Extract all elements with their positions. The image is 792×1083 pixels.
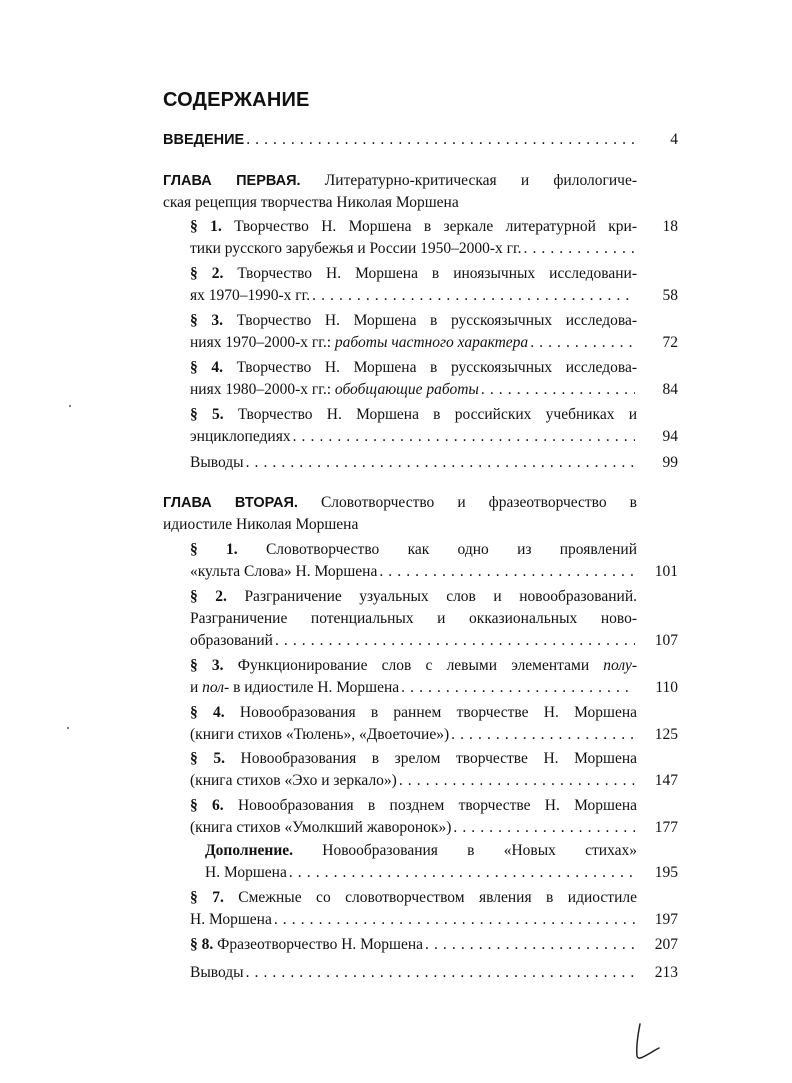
dot-leader	[246, 962, 635, 984]
toc-entry-ch2-s2-cont2	[190, 630, 637, 652]
dot-leader	[274, 909, 635, 931]
entry-text: в идиостиле Н. Моршена	[233, 679, 400, 696]
toc-entry-ch1-s5[interactable]	[190, 404, 637, 426]
entry-text: Творчество Н. Моршена в российских учебниках и	[237, 406, 637, 423]
dot-leader	[312, 285, 635, 307]
entry-text-italic: полу-	[603, 657, 638, 674]
toc-entry-ch2-s2-cont	[190, 608, 637, 630]
toc-entry-intro[interactable]	[163, 129, 637, 151]
dot-leader	[451, 724, 635, 746]
entry-text: Н. Моршена	[190, 911, 272, 928]
entry-text: Новообразования в позднем творчестве Н. Моршена	[237, 797, 638, 814]
entry-text: Творчество Н. Моршена в русскоязычных исследова-	[236, 312, 638, 329]
dot-leader	[401, 677, 635, 699]
entry-text: Словотворчество как одно из проявлений	[265, 541, 638, 558]
page-number: 207	[654, 936, 678, 953]
toc-entry-ch1-s1-cont	[190, 238, 637, 260]
entry-text: ях 1970–1990-х гг.	[190, 287, 311, 304]
section-number: § 6.	[190, 797, 224, 814]
toc-entry-ch2-s5[interactable]	[190, 748, 637, 770]
page-number: 147	[654, 772, 678, 789]
chapter-1-heading-cont	[163, 192, 637, 214]
handwritten-mark	[628, 1020, 662, 1066]
entry-text: Творчество Н. Моршена в зеркале литературной кри-	[234, 218, 638, 235]
section-number: § 1.	[190, 218, 222, 235]
page-number: 213	[654, 964, 678, 981]
page-number: 110	[655, 679, 678, 696]
toc-entry-ch2-s6-cont	[190, 817, 637, 839]
entry-text: (книги стихов «Тюлень», «Двоеточие»)	[190, 726, 450, 743]
entry-text: Смежные со словотворчеством явления в идиостиле	[238, 889, 637, 906]
toc-entry-ch2-addendum-cont	[205, 862, 637, 884]
section-number: § 7.	[190, 889, 224, 906]
addendum-label: Дополнение.	[205, 842, 294, 859]
entry-text: Творчество Н. Моршена в иноязычных исследовани-	[237, 265, 638, 282]
page-number: 125	[654, 726, 678, 743]
chapter-2-heading-cont	[163, 514, 637, 536]
chapter-1-title-line-2: ская рецепция творчества Николая Моршена	[163, 194, 459, 211]
entry-text-italic: обобщающие работы	[334, 381, 479, 398]
entry-text: энциклопедиях	[190, 428, 291, 445]
entry-text: Н. Моршена	[205, 864, 287, 881]
page-number: 197	[654, 911, 678, 928]
toc-entry-ch1-s2-cont	[190, 285, 637, 307]
chapter-1-label: ГЛАВА ПЕРВАЯ.	[163, 173, 301, 189]
section-number: § 3.	[190, 657, 224, 674]
chapter-2-heading[interactable]	[163, 492, 637, 514]
toc-entry-ch2-s1[interactable]	[190, 539, 637, 561]
entry-text: (книга стихов «Эхо и зеркало»)	[190, 772, 397, 789]
toc-entry-ch2-s4-cont	[190, 724, 637, 746]
section-number: § 1.	[190, 541, 238, 558]
entry-text: и	[190, 679, 199, 696]
section-number: § 4.	[190, 359, 223, 376]
entry-text: Разграничение потенциальных и окказиональных ново-	[190, 610, 637, 627]
page-number: 195	[654, 864, 678, 881]
dot-leader	[524, 238, 636, 260]
entry-text: ниях 1980–2000-х гг.:	[190, 381, 332, 398]
dot-leader	[399, 770, 635, 792]
toc-entry-ch2-s1-cont	[190, 561, 637, 583]
toc-entry-ch1-s3-cont	[190, 332, 637, 354]
entry-text-italic: пол-	[202, 679, 230, 696]
page-number: 101	[654, 563, 678, 580]
toc-entry-ch2-s8[interactable]	[190, 934, 637, 956]
entry-text: Выводы	[190, 454, 244, 471]
toc-entry-ch2-s7[interactable]	[190, 887, 637, 909]
dot-leader	[275, 630, 635, 652]
toc-entry-ch1-s4[interactable]	[190, 357, 637, 379]
dot-leader	[246, 129, 635, 151]
chapter-1-title-line-1: Литературно-критическая и филологиче-	[324, 172, 637, 189]
page-number: 58	[662, 287, 678, 304]
toc-entry-ch1-conclusions[interactable]	[190, 452, 637, 474]
chapter-2-title-line-1: Словотворчество и фразеотворчество в	[320, 494, 637, 511]
section-number: § 8.	[190, 936, 214, 953]
page-number: 84	[662, 381, 678, 398]
scan-specks	[64, 400, 76, 740]
entry-text: Новообразования в «Новых стихах»	[322, 842, 637, 859]
entry-text: Новообразования в раннем творчестве Н. Моршена	[239, 704, 637, 721]
entry-text: Новообразования в зрелом творчестве Н. Моршена	[240, 750, 638, 767]
toc-entry-ch1-s1[interactable]	[190, 216, 637, 238]
page-number: 18	[662, 218, 678, 235]
entry-text: образований	[190, 632, 273, 649]
toc-entry-ch2-s3-cont	[190, 677, 637, 699]
section-number: § 2.	[190, 265, 224, 282]
chapter-1-heading[interactable]	[163, 170, 637, 192]
toc-entry-ch2-conclusions[interactable]	[190, 962, 637, 984]
section-number: § 4.	[190, 704, 225, 721]
entry-text: (книга стихов «Умолкший жаворонок»)	[190, 819, 452, 836]
entry-text: Фразеотворчество Н. Моршена	[217, 936, 424, 953]
section-number: § 3.	[190, 312, 223, 329]
toc-entry-ch2-s7-cont	[190, 909, 637, 931]
dot-leader	[293, 426, 635, 448]
toc-entry-ch1-s2[interactable]	[190, 263, 637, 285]
toc-entry-ch2-addendum[interactable]	[205, 840, 637, 862]
entry-text: тики русского зарубежья и России 1950–2000-х гг.	[190, 240, 522, 257]
entry-text: Творчество Н. Моршена в русскоязычных исследова-	[236, 359, 638, 376]
entry-text: Разграничение узуальных слов и новообразований.	[244, 588, 638, 605]
intro-label: ВВЕДЕНИЕ	[163, 132, 245, 148]
toc-entry-ch2-s5-cont	[190, 770, 637, 792]
dot-leader	[246, 452, 635, 474]
entry-text-italic: работы частного характера	[334, 334, 529, 351]
page-number: 177	[654, 819, 678, 836]
page-number: 72	[662, 334, 678, 351]
page-number: 94	[662, 428, 678, 445]
section-number: § 2.	[190, 588, 227, 605]
toc-entry-ch2-s4[interactable]	[190, 702, 637, 724]
entry-text: ниях 1970–2000-х гг.:	[190, 334, 332, 351]
page-number: 99	[662, 454, 678, 471]
chapter-2-label: ГЛАВА ВТОРАЯ.	[163, 495, 298, 511]
toc-entry-ch2-s6[interactable]	[190, 795, 637, 817]
toc-entry-ch2-s3[interactable]	[190, 655, 637, 677]
page-number: 4	[670, 131, 678, 148]
page-number: 107	[654, 632, 678, 649]
section-number: § 5.	[190, 406, 224, 423]
dot-leader	[481, 379, 635, 401]
dot-leader	[453, 817, 635, 839]
dot-leader	[289, 862, 635, 884]
dot-leader	[379, 561, 635, 583]
dot-leader	[425, 934, 635, 956]
toc-entry-ch2-s2[interactable]	[190, 586, 637, 608]
toc-entry-ch1-s3[interactable]	[190, 310, 637, 332]
toc-entry-ch1-s5-cont	[190, 426, 637, 448]
entry-text: Выводы	[190, 964, 244, 981]
entry-text: Функционирование слов с левыми элементами	[237, 657, 590, 674]
dot-leader	[530, 332, 635, 354]
page-title: СОДЕРЖАНИЕ	[163, 89, 310, 111]
chapter-2-title-line-2: идиостиле Николая Моршена	[163, 516, 359, 533]
entry-text: «культа Слова» Н. Моршена	[190, 563, 378, 580]
section-number: § 5.	[190, 750, 225, 767]
toc-entry-ch1-s4-cont	[190, 379, 637, 401]
